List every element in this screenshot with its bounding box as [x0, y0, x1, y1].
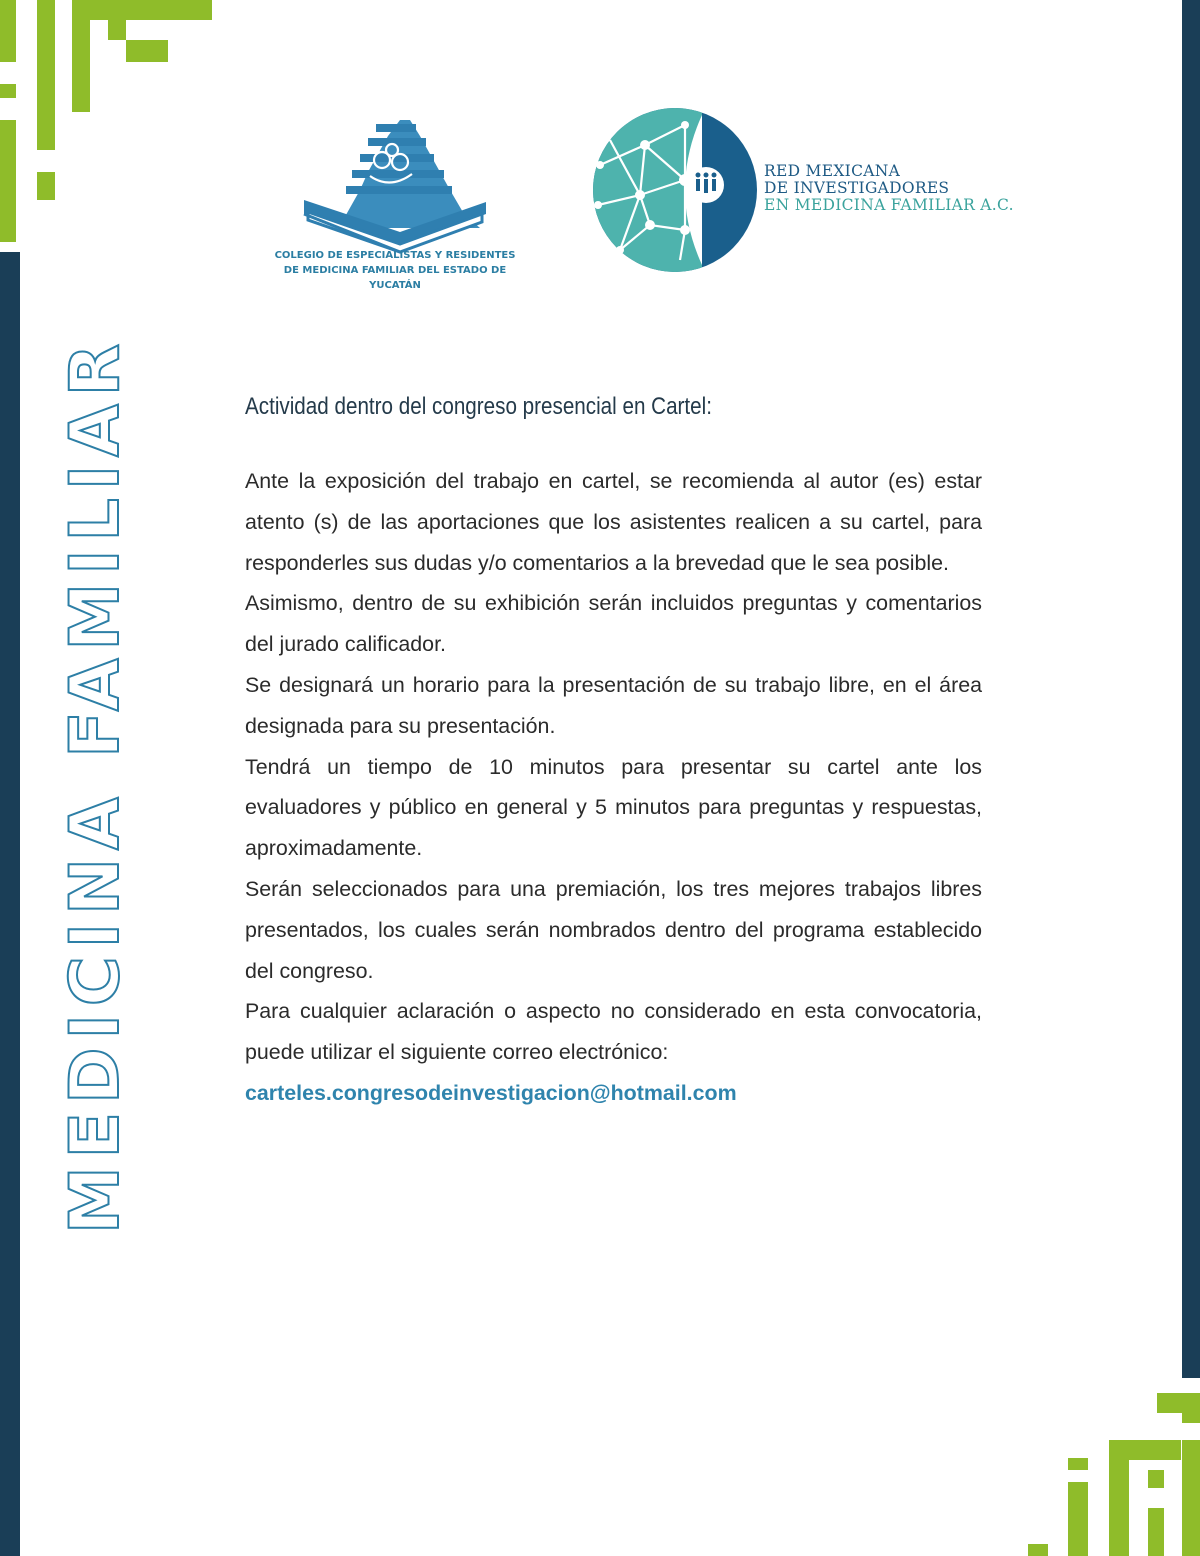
paragraph-1: Ante la exposición del trabajo en cartel, se recomienda al autor (es) estar atento (s) de las aportaciones que los asistentes realicen a su cartel, para responderles sus dudas y/o comentarios a la brevedad que le sea posible.	[245, 469, 982, 575]
right-dark-bar	[1182, 0, 1200, 1378]
red-text-line2: DE INVESTIGADORES	[764, 179, 950, 197]
paragraph-5: Serán seleccionados para una premiación, los tres mejores trabajos libres presentados, los cuales serán nombrados dentro del programa establecido del congreso.	[245, 876, 982, 983]
email-link[interactable]: carteles.congresodeinvestigacion@hotmail.com	[245, 1080, 737, 1105]
section-heading: Actividad dentro del congreso presencial en Cartel:	[245, 393, 712, 420]
email-line	[245, 1073, 982, 1114]
body-text	[245, 461, 982, 1114]
red-text-line3: EN MEDICINA FAMILIAR A.C.	[764, 196, 1014, 214]
colegio-caption-line1: COLEGIO DE ESPECIALISTAS Y RESIDENTES	[274, 250, 516, 261]
paragraph-3: Se designará un horario para la presentación de su trabajo libre, en el área designada para su presentación.	[245, 672, 982, 738]
left-dark-bar	[0, 252, 20, 1556]
paragraph-4: Tendrá un tiempo de 10 minutos para presentar su cartel ante los evaluadores y público en general y 5 minutos para preguntas y respuestas, aproximadamente.	[245, 754, 982, 861]
paragraph-2: Asimismo, dentro de su exhibición serán incluidos preguntas y comentarios del jurado calificador.	[245, 591, 982, 657]
colegio-caption-line2: DE MEDICINA FAMILIAR DEL ESTADO DE YUCATÁN	[283, 265, 507, 291]
red-mexicana-text	[764, 163, 1014, 214]
red-mexicana-logo	[590, 105, 760, 275]
colegio-caption	[270, 248, 520, 293]
red-text-line1: RED MEXICANA	[764, 162, 901, 180]
paragraph-6: Para cualquier aclaración o aspecto no considerado en esta convocatoria, puede utilizar el siguiente correo electrónico:	[245, 999, 982, 1065]
vertical-title-text: MEDICINA FAMILIAR	[56, 335, 135, 1234]
